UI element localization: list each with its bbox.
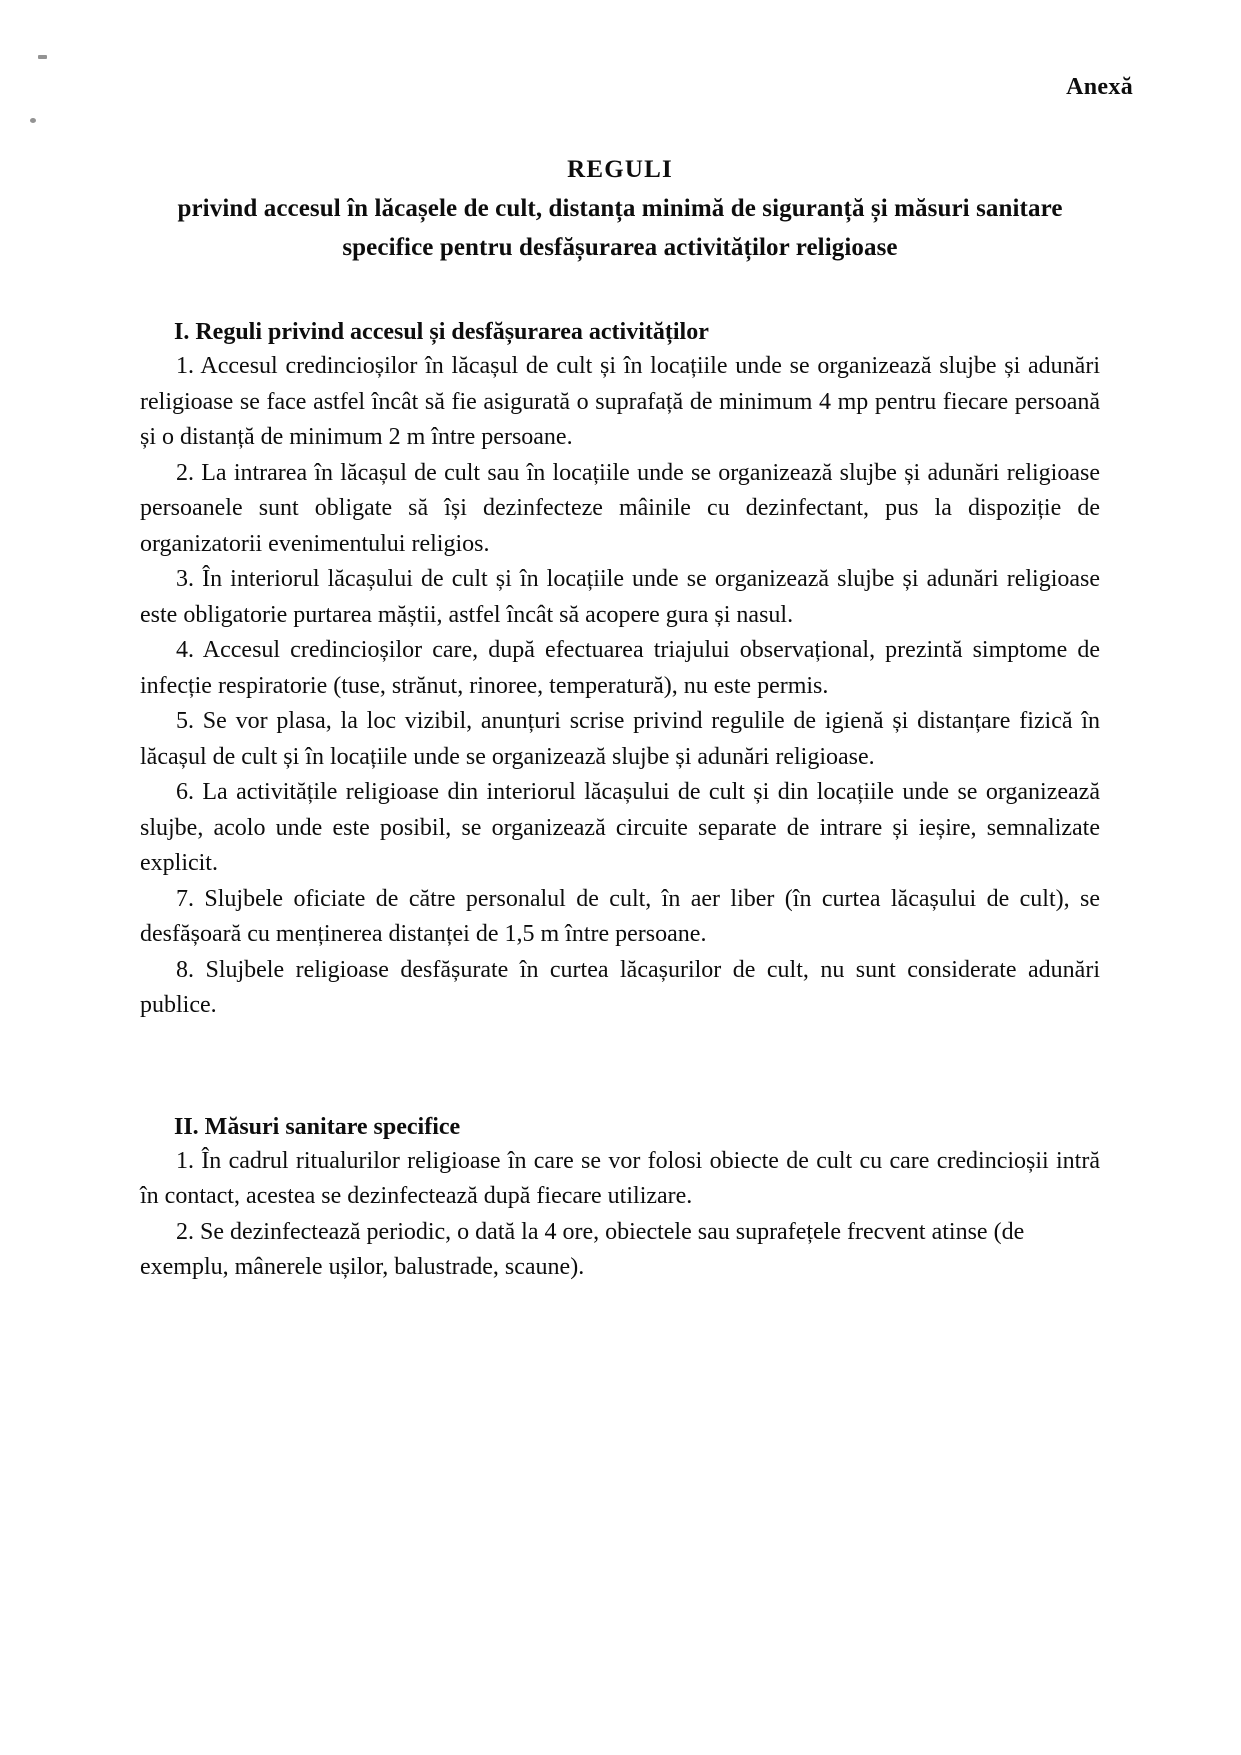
section-i-paragraph-1: 1. Accesul credincioșilor în lăcașul de cult și în locațiile unde se organizează slujbe și adunări religioase se face astfel încât să fie asigurată o suprafață de minimum 4 mp pentru fiecare persoană și o distanță de minimum 2 m între persoane. — [140, 353, 1100, 450]
title-line-1: REGULI — [567, 156, 673, 183]
section-ii-heading: II. Măsuri sanitare specifice — [174, 1113, 461, 1140]
scan-artifact-speck — [38, 55, 47, 59]
section-i-paragraph-8: 8. Slujbele religioase desfășurate în curtea lăcașurilor de cult, nu sunt considerate adunări publice. — [140, 956, 1100, 1018]
section-i-paragraph-6: 6. La activitățile religioase din interiorul lăcașului de cult și din locațiile unde se organizează slujbe, acolo unde este posibil, se organizează circuite separate de intrare și ieșire, semnalizate explicit. — [140, 779, 1100, 876]
section-ii-paragraph-1: 1. În cadrul ritualurilor religioase în care se vor folosi obiecte de cult cu care credincioșii intră în contact, acestea se dezinfectează după fiecare utilizare. — [140, 1147, 1100, 1209]
section-i-paragraph-4: 4. Accesul credincioșilor care, după efectuarea triajului observațional, prezintă simptome de infecție respiratorie (tuse, strănut, rinoree, temperatură), nu este permis. — [140, 637, 1100, 699]
section-ii — [140, 1110, 1100, 1286]
section-i-paragraph-5: 5. Se vor plasa, la loc vizibil, anunțuri scrise privind regulile de igienă și distanțare fizică în lăcașul de cult și în locațiile unde se organizează slujbe și adunări religioase. — [140, 708, 1100, 770]
document-title — [140, 150, 1100, 267]
section-i — [140, 315, 1100, 1024]
section-i-paragraph-7: 7. Slujbele oficiate de către personalul de cult, în aer liber (în curtea lăcașului de cult), se desfășoară cu menținerea distanței de 1,5 m între persoane. — [140, 885, 1100, 947]
section-ii-paragraph-2: 2. Se dezinfectează periodic, o dată la 4 ore, obiectele sau suprafețele frecvent atinse (de exemplu, mânerele ușilor, balustrade, scaune). — [140, 1218, 1025, 1280]
section-i-paragraph-3: 3. În interiorul lăcașului de cult și în locațiile unde se organizează slujbe și adunări religioase este obligatorie purtarea măștii, astfel încât să acopere gura și nasul. — [140, 566, 1100, 628]
title-line-2: privind accesul în lăcașele de cult, distanța minimă de siguranță și măsuri sanitare — [177, 195, 1063, 222]
scan-artifact-speck — [30, 118, 36, 123]
section-i-heading: I. Reguli privind accesul și desfășurarea activităților — [174, 319, 709, 345]
annex-label: Anexă — [1066, 74, 1133, 100]
document-body — [140, 150, 1100, 1286]
section-i-paragraph-2: 2. La intrarea în lăcașul de cult sau în locațiile unde se organizează slujbe și adunări religioase persoanele sunt obligate să își dezinfecteze mâinile cu dezinfectant, pus la dispoziție de organizatorii evenimentului religios. — [140, 459, 1100, 557]
title-line-3: specifice pentru desfășurarea activităților religioase — [342, 234, 898, 261]
